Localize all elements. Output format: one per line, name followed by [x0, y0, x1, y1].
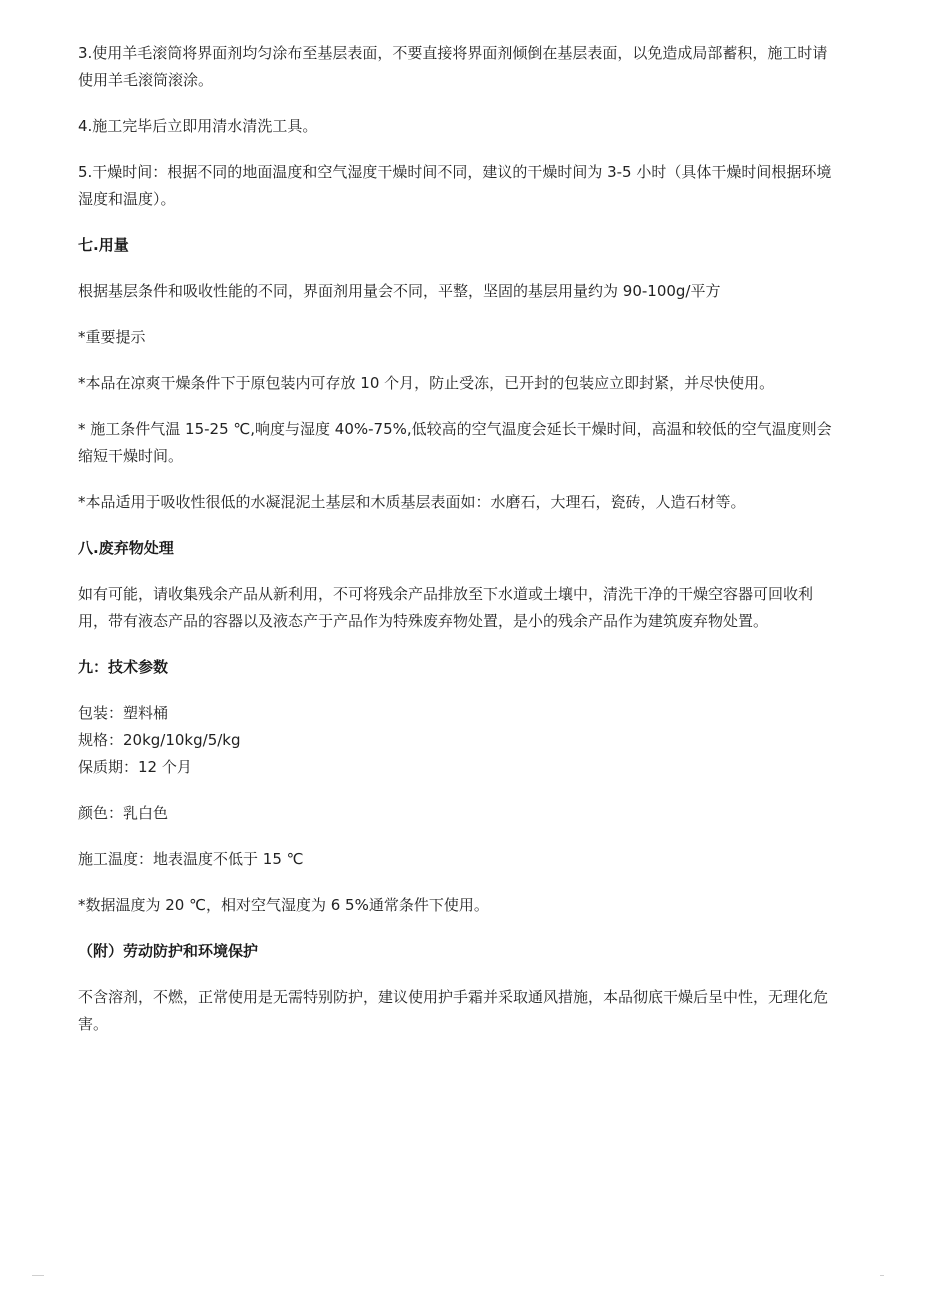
document-page: [78, 40, 838, 1057]
spec-list: [78, 700, 838, 781]
page-corner-mark-right: [880, 1275, 884, 1276]
tip-2-paragraph: * 施工条件气温 15-25 ℃,响度与湿度 40%-75%,低较高的空气温度会延长干燥时间，高温和较低的空气温度则会缩短干燥时间。: [78, 420, 832, 465]
appendix-heading: （附）劳动防护和环境保护: [78, 942, 259, 960]
important-tip-heading: *重要提示: [78, 328, 146, 346]
appendix-body: 不含溶剂，不燃，正常使用是无需特别防护，建议使用护手霜并采取通风措施，本品彻底干燥后呈中性，无理化危害。: [78, 988, 829, 1033]
section-8-body: 如有可能，请收集残余产品从新利用，不可将残余产品排放至下水道或土壤中，清洗干净的干燥空容器可回收利用，带有液态产品的容器以及液态产于产品作为特殊废弃物处置，是小的残余产品作为建筑废弃物处置。: [78, 585, 814, 630]
tip-3-paragraph: *本品适用于吸收性很低的水凝混泥土基层和木质基层表面如：水磨石，大理石，瓷砖，人造石材等。: [78, 493, 746, 511]
tip-1-paragraph: *本品在凉爽干燥条件下于原包装内可存放 10 个月，防止受冻，已开封的包装应立即封紧，并尽快使用。: [78, 374, 775, 392]
spec-size: 规格：20kg/10kg/5/kg: [78, 731, 241, 749]
page-corner-mark-left: [32, 1275, 44, 1276]
section-7-body: 根据基层条件和吸收性能的不同，界面剂用量会不同，平整，坚固的基层用量约为 90-100g/平方: [78, 282, 721, 300]
spec-shelf-life: 保质期：12 个月: [78, 758, 192, 776]
section-7-heading: 七.用量: [78, 236, 129, 254]
step-5-paragraph: 5.干燥时间：根据不同的地面温度和空气湿度干燥时间不同，建议的干燥时间为 3-5 小时（具体干燥时间根据环境湿度和温度）。: [78, 163, 832, 208]
section-8-heading: 八.废弃物处理: [78, 539, 174, 557]
section-9-heading: 九：技术参数: [78, 658, 169, 676]
spec-note: *数据温度为 20 ℃，相对空气湿度为 6 5%通常条件下使用。: [78, 896, 489, 914]
spec-packaging: 包装：塑料桶: [78, 704, 169, 722]
step-4-paragraph: 4.施工完毕后立即用清水清洗工具。: [78, 117, 318, 135]
step-3-paragraph: 3.使用羊毛滚筒将界面剂均匀涂布至基层表面，不要直接将界面剂倾倒在基层表面，以免造成局部蓄积，施工时请使用羊毛滚筒滚涂。: [78, 44, 828, 89]
spec-application-temperature: 施工温度：地表温度不低于 15 ℃: [78, 850, 304, 868]
spec-color: 颜色：乳白色: [78, 804, 169, 822]
